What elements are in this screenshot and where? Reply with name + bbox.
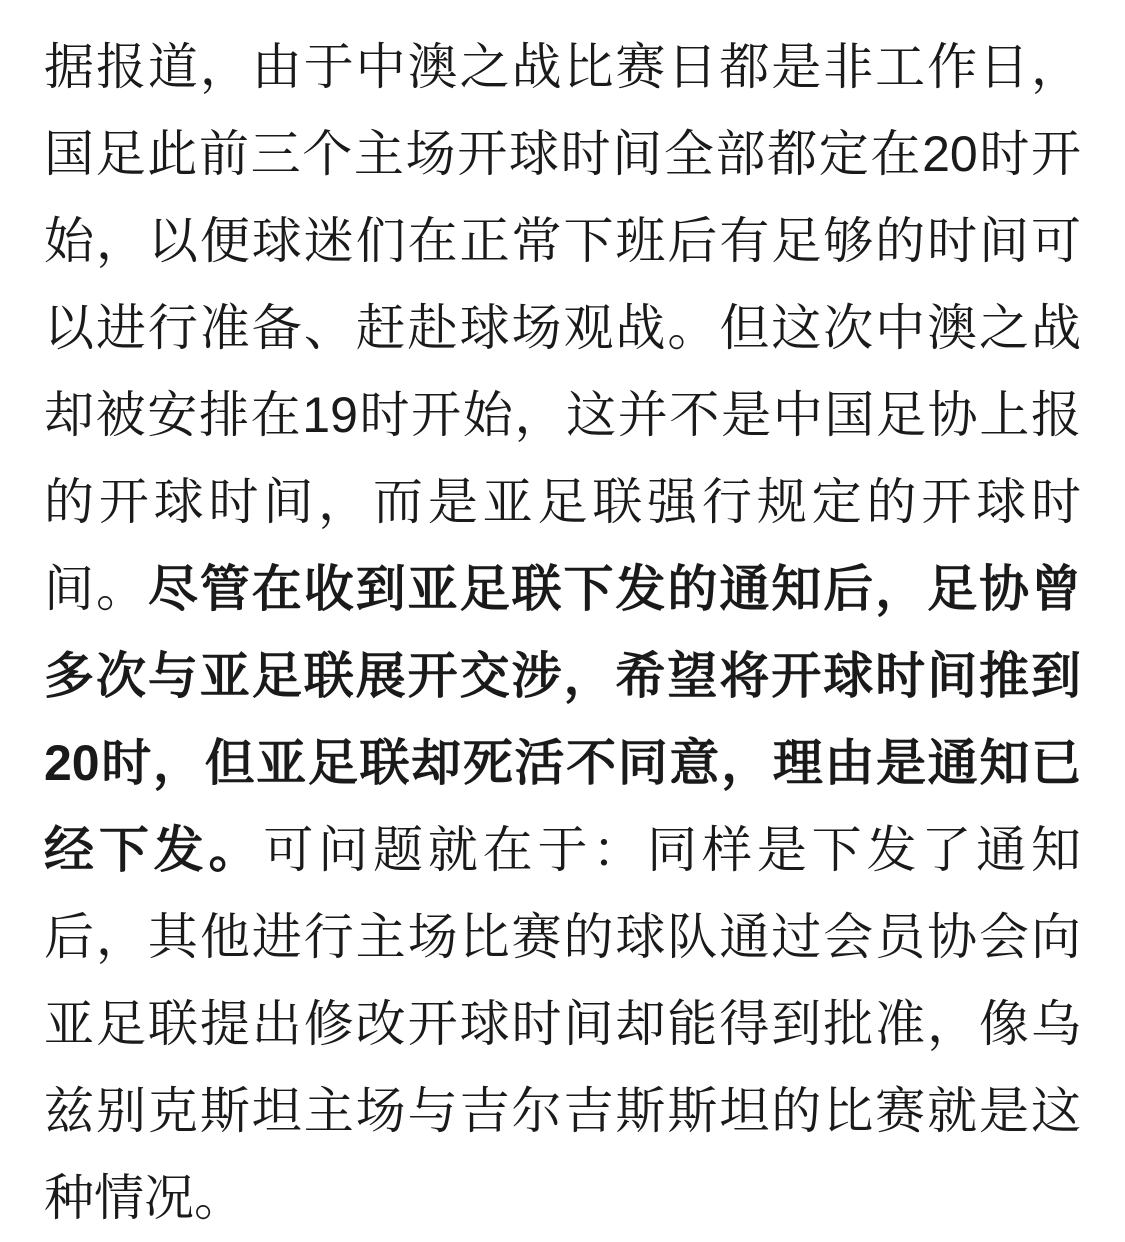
text-line bbox=[44, 459, 1081, 546]
text-segment: 的开球时间，而是亚足联强行规定的开球时 bbox=[44, 474, 1081, 530]
text-segment: 间。 bbox=[44, 561, 148, 617]
text-segment: 却被安排在19时开始，这并不是中国足协上报 bbox=[44, 387, 1081, 443]
text-segment: 兹别克斯坦主场与吉尔吉斯斯坦的比赛就是这 bbox=[44, 1083, 1081, 1139]
text-segment: 国足此前三个主场开球时间全部都定在20时开 bbox=[44, 126, 1081, 182]
bold-text-segment: 多次与亚足联展开交涉，希望将开球时间推到 bbox=[44, 648, 1081, 704]
text-line bbox=[44, 24, 1081, 111]
text-line bbox=[44, 894, 1081, 981]
text-line bbox=[44, 546, 1081, 633]
text-line bbox=[44, 372, 1081, 459]
text-segment: 后，其他进行主场比赛的球队通过会员协会向 bbox=[44, 909, 1081, 965]
text-line bbox=[44, 198, 1081, 285]
bold-text-segment: 经下发。 bbox=[44, 822, 264, 878]
text-line bbox=[44, 1155, 1081, 1242]
text-line bbox=[44, 981, 1081, 1068]
text-line bbox=[44, 1068, 1081, 1155]
text-line bbox=[44, 633, 1081, 720]
text-segment: 种情况。 bbox=[44, 1170, 244, 1226]
text-line bbox=[44, 807, 1081, 894]
text-line bbox=[44, 285, 1081, 372]
bold-text-segment: 20时，但亚足联却死活不同意，理由是通知已 bbox=[44, 735, 1081, 791]
text-segment: 可问题就在于：同样是下发了通知 bbox=[263, 822, 1082, 878]
text-segment: 亚足联提出修改开球时间却能得到批准，像乌 bbox=[44, 996, 1081, 1052]
text-line bbox=[44, 720, 1081, 807]
text-line bbox=[44, 111, 1081, 198]
text-segment: 以进行准备、赶赴球场观战。但这次中澳之战 bbox=[44, 300, 1081, 356]
text-segment: 始，以便球迷们在正常下班后有足够的时间可 bbox=[44, 213, 1081, 269]
bold-text-segment: 尽管在收到亚足联下发的通知后，足协曾 bbox=[147, 561, 1082, 617]
text-segment: 据报道，由于中澳之战比赛日都是非工作日， bbox=[44, 39, 1081, 95]
